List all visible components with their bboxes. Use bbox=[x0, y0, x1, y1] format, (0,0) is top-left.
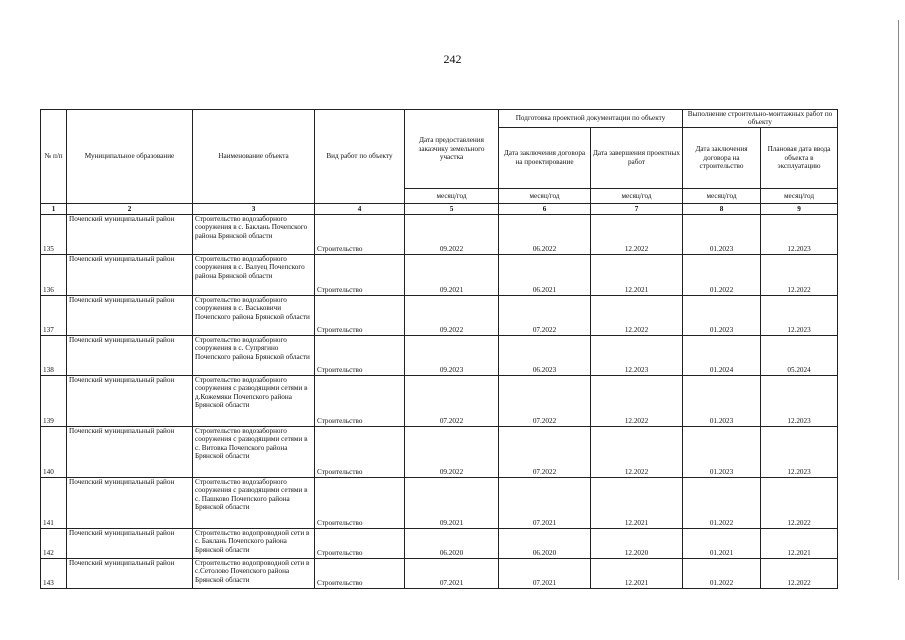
municipality-cell: Почепский муниципальный район bbox=[67, 558, 193, 588]
commission-date-cell: 05.2024 bbox=[761, 335, 838, 375]
municipality-cell: Почепский муниципальный район bbox=[67, 254, 193, 295]
column-index: 2 bbox=[67, 203, 193, 214]
build-contract-date-cell: 01.2023 bbox=[683, 375, 761, 426]
header-unit: месяц/год bbox=[683, 188, 761, 203]
design-contract-date-cell: 07.2022 bbox=[499, 295, 591, 335]
column-index: 4 bbox=[315, 203, 405, 214]
table-body bbox=[41, 203, 838, 588]
header-work-type: Вид работ по объекту bbox=[315, 110, 405, 204]
header-design-end: Дата завершения проектных работ bbox=[591, 127, 683, 188]
design-end-date-cell: 12.2022 bbox=[591, 295, 683, 335]
municipality-cell: Почепский муниципальный район bbox=[67, 295, 193, 335]
design-end-date-cell: 12.2022 bbox=[591, 214, 683, 254]
header-unit: месяц/год bbox=[761, 188, 838, 203]
municipality-cell: Почепский муниципальный район bbox=[67, 375, 193, 426]
land-date-cell: 06.2020 bbox=[405, 528, 499, 558]
object-name-cell: Строительство водозаборного сооружения с разводящими сетями в д.Кожемяки Почепского района Брянской области bbox=[193, 375, 315, 426]
land-date-cell: 09.2021 bbox=[405, 477, 499, 528]
header-unit: месяц/год bbox=[499, 188, 591, 203]
header-group-design: Подготовка проектной документации по объекту bbox=[499, 110, 683, 128]
scan-edge-line bbox=[898, 20, 899, 580]
row-number: 138 bbox=[41, 335, 67, 375]
table-row bbox=[41, 558, 838, 588]
commission-date-cell: 12.2023 bbox=[761, 295, 838, 335]
table-row bbox=[41, 295, 838, 335]
work-type-cell: Строительство bbox=[315, 335, 405, 375]
design-contract-date-cell: 07.2022 bbox=[499, 375, 591, 426]
table-row bbox=[41, 426, 838, 477]
commission-date-cell: 12.2023 bbox=[761, 214, 838, 254]
build-contract-date-cell: 01.2022 bbox=[683, 477, 761, 528]
design-contract-date-cell: 06.2023 bbox=[499, 335, 591, 375]
header-build-contract: Дата заключения договора на строительство bbox=[683, 127, 761, 188]
object-name-cell: Строительство водозаборного сооружения в с. Супрягино Почепского района Брянской области bbox=[193, 335, 315, 375]
row-number: 135 bbox=[41, 214, 67, 254]
column-index: 7 bbox=[591, 203, 683, 214]
design-end-date-cell: 12.2023 bbox=[591, 335, 683, 375]
work-type-cell: Строительство bbox=[315, 254, 405, 295]
build-contract-date-cell: 01.2021 bbox=[683, 528, 761, 558]
build-contract-date-cell: 01.2023 bbox=[683, 214, 761, 254]
design-contract-date-cell: 07.2021 bbox=[499, 477, 591, 528]
column-index: 6 bbox=[499, 203, 591, 214]
design-end-date-cell: 12.2021 bbox=[591, 558, 683, 588]
work-type-cell: Строительство bbox=[315, 477, 405, 528]
registry-table bbox=[40, 109, 838, 589]
build-contract-date-cell: 01.2022 bbox=[683, 254, 761, 295]
row-number: 139 bbox=[41, 375, 67, 426]
row-number: 137 bbox=[41, 295, 67, 335]
table-row bbox=[41, 477, 838, 528]
land-date-cell: 09.2022 bbox=[405, 426, 499, 477]
table-row bbox=[41, 375, 838, 426]
build-contract-date-cell: 01.2023 bbox=[683, 426, 761, 477]
header-unit: месяц/год bbox=[591, 188, 683, 203]
column-index: 1 bbox=[41, 203, 67, 214]
design-end-date-cell: 12.2022 bbox=[591, 426, 683, 477]
land-date-cell: 09.2023 bbox=[405, 335, 499, 375]
municipality-cell: Почепский муниципальный район bbox=[67, 528, 193, 558]
municipality-cell: Почепский муниципальный район bbox=[67, 426, 193, 477]
municipality-cell: Почепский муниципальный район bbox=[67, 335, 193, 375]
work-type-cell: Строительство bbox=[315, 558, 405, 588]
object-name-cell: Строительство водозаборного сооружения с разводящими сетями в с. Пашково Почепского района Брянской области bbox=[193, 477, 315, 528]
table-row bbox=[41, 528, 838, 558]
column-index: 3 bbox=[193, 203, 315, 214]
column-index: 9 bbox=[761, 203, 838, 214]
commission-date-cell: 12.2021 bbox=[761, 528, 838, 558]
header-land-date: Дата предоставления заказчику земельного участка bbox=[405, 110, 499, 189]
design-contract-date-cell: 06.2020 bbox=[499, 528, 591, 558]
design-end-date-cell: 12.2020 bbox=[591, 528, 683, 558]
object-name-cell: Строительство водопроводной сети в с.Сетолово Почепского района Брянской области bbox=[193, 558, 315, 588]
commission-date-cell: 12.2023 bbox=[761, 375, 838, 426]
design-contract-date-cell: 07.2021 bbox=[499, 558, 591, 588]
header-number: № п/п bbox=[41, 110, 67, 204]
work-type-cell: Строительство bbox=[315, 295, 405, 335]
header-group-construction: Выполнение строительно-монтажных работ по объекту bbox=[683, 110, 838, 128]
header-municipality: Муниципальное образование bbox=[67, 110, 193, 204]
land-date-cell: 07.2022 bbox=[405, 375, 499, 426]
land-date-cell: 07.2021 bbox=[405, 558, 499, 588]
row-number: 141 bbox=[41, 477, 67, 528]
object-name-cell: Строительство водозаборного сооружения в с. Васьковичи Почепского района Брянской области bbox=[193, 295, 315, 335]
land-date-cell: 09.2021 bbox=[405, 254, 499, 295]
design-contract-date-cell: 07.2022 bbox=[499, 426, 591, 477]
municipality-cell: Почепский муниципальный район bbox=[67, 477, 193, 528]
object-name-cell: Строительство водозаборного сооружения с разводящими сетями в с. Витовка Почепского района Брянской области bbox=[193, 426, 315, 477]
object-name-cell: Строительство водозаборного сооружения в с. Валуец Почепского района Брянской области bbox=[193, 254, 315, 295]
design-contract-date-cell: 06.2022 bbox=[499, 214, 591, 254]
row-number: 142 bbox=[41, 528, 67, 558]
design-contract-date-cell: 06.2021 bbox=[499, 254, 591, 295]
object-name-cell: Строительство водозаборного сооружения в с. Баклань Почепского района Брянской области bbox=[193, 214, 315, 254]
row-number: 143 bbox=[41, 558, 67, 588]
column-index: 8 bbox=[683, 203, 761, 214]
land-date-cell: 09.2022 bbox=[405, 214, 499, 254]
header-unit: месяц/год bbox=[405, 188, 499, 203]
column-index-row bbox=[41, 203, 838, 214]
land-date-cell: 09.2022 bbox=[405, 295, 499, 335]
build-contract-date-cell: 01.2023 bbox=[683, 295, 761, 335]
municipality-cell: Почепский муниципальный район bbox=[67, 214, 193, 254]
commission-date-cell: 12.2022 bbox=[761, 477, 838, 528]
design-end-date-cell: 12.2021 bbox=[591, 477, 683, 528]
build-contract-date-cell: 01.2022 bbox=[683, 558, 761, 588]
work-type-cell: Строительство bbox=[315, 375, 405, 426]
commission-date-cell: 12.2022 bbox=[761, 254, 838, 295]
table-row bbox=[41, 335, 838, 375]
header-design-contract: Дата заключения договора на проектирование bbox=[499, 127, 591, 188]
work-type-cell: Строительство bbox=[315, 528, 405, 558]
design-end-date-cell: 12.2021 bbox=[591, 254, 683, 295]
work-type-cell: Строительство bbox=[315, 214, 405, 254]
row-number: 140 bbox=[41, 426, 67, 477]
header-commission: Плановая дата ввода объекта в эксплуатацию bbox=[761, 127, 838, 188]
header-object: Наименование объекта bbox=[193, 110, 315, 204]
table-row bbox=[41, 254, 838, 295]
page-number: 242 bbox=[443, 52, 462, 66]
object-name-cell: Строительство водопроводной сети в с. Баклань Почепского района Брянской области bbox=[193, 528, 315, 558]
work-type-cell: Строительство bbox=[315, 426, 405, 477]
commission-date-cell: 12.2022 bbox=[761, 558, 838, 588]
row-number: 136 bbox=[41, 254, 67, 295]
commission-date-cell: 12.2023 bbox=[761, 426, 838, 477]
table-row bbox=[41, 214, 838, 254]
column-index: 5 bbox=[405, 203, 499, 214]
design-end-date-cell: 12.2022 bbox=[591, 375, 683, 426]
build-contract-date-cell: 01.2024 bbox=[683, 335, 761, 375]
